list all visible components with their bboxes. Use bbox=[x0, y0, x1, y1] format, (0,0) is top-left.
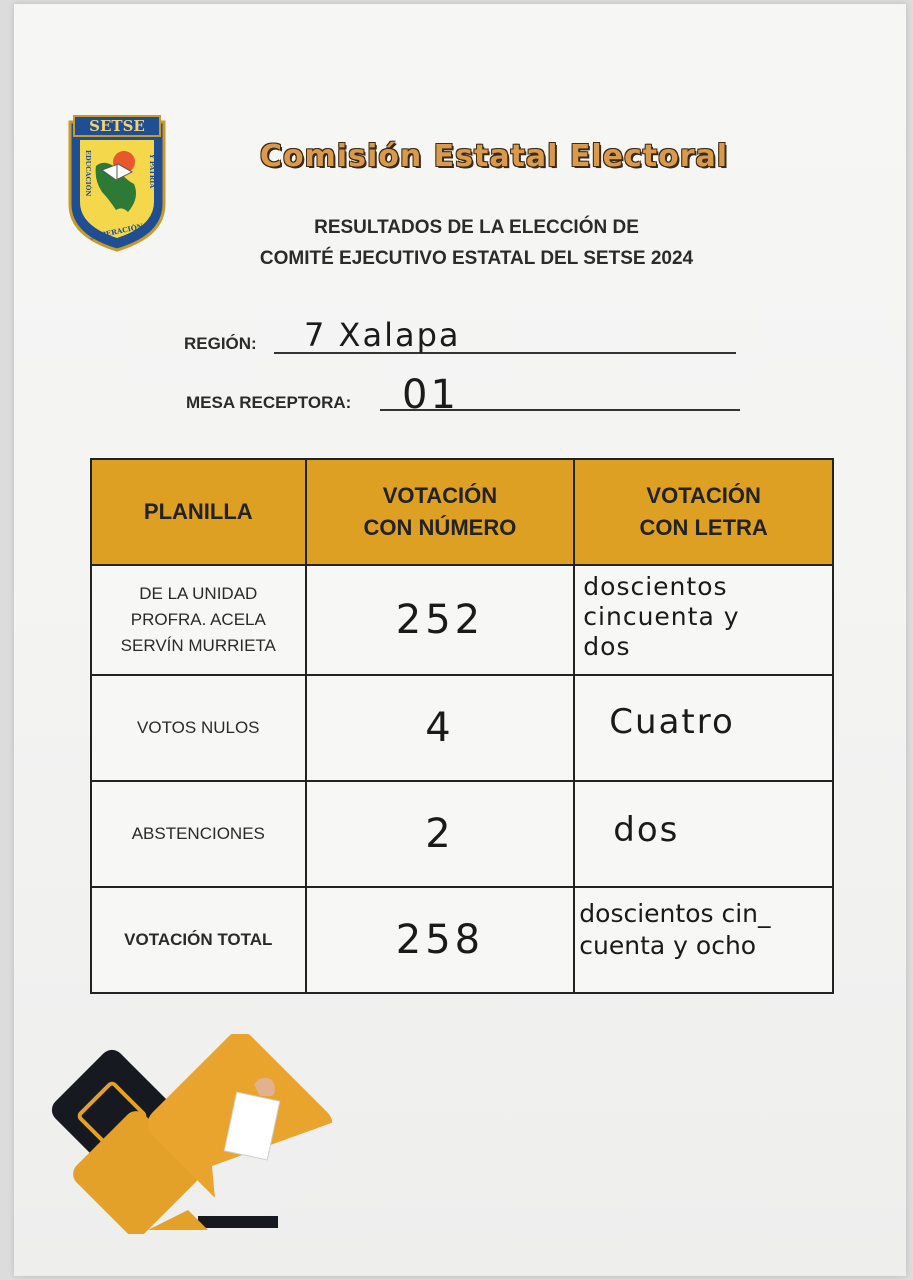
logo-abbrev: SETSE bbox=[89, 117, 145, 135]
header-votacion-letra: VOTACIÓN CON LETRA bbox=[574, 459, 833, 565]
ballot-results-sheet bbox=[14, 4, 906, 1276]
handwritten-number: 252 bbox=[395, 597, 485, 643]
handwritten-words: dos bbox=[613, 810, 680, 850]
logo-ring-bottom: SUPERACIÓN bbox=[88, 221, 145, 242]
results-table bbox=[90, 458, 834, 994]
mesa-value: 01 bbox=[402, 372, 459, 418]
row-planilla-unidad: DE LA UNIDAD PROFRA. ACELA SERVÍN MURRIETA bbox=[91, 565, 306, 675]
row-numero-nulos bbox=[306, 675, 575, 781]
subtitle-line-2: COMITÉ EJECUTIVO ESTATAL DEL SETSE 2024 bbox=[259, 248, 694, 269]
header-planilla: PLANILLA bbox=[91, 459, 306, 565]
row-letra-nulos bbox=[574, 675, 833, 781]
row-planilla-total: VOTACIÓN TOTAL bbox=[91, 887, 306, 993]
subtitle-line-1: RESULTADOS DE LA ELECCIÓN DE bbox=[314, 217, 639, 238]
ballot-box-decoration bbox=[48, 1034, 338, 1234]
row-planilla-abstenciones: ABSTENCIONES bbox=[91, 781, 306, 887]
region-value: 7 Xalapa bbox=[304, 316, 461, 354]
handwritten-number: 258 bbox=[395, 917, 485, 963]
setse-logo bbox=[66, 114, 168, 252]
row-letra-total bbox=[574, 887, 833, 993]
handwritten-number: 4 bbox=[425, 705, 455, 751]
row-numero-abstenciones bbox=[306, 781, 575, 887]
table-row bbox=[91, 565, 833, 675]
handwritten-words: doscientos cincuenta y dos bbox=[583, 572, 740, 661]
row-letra-abstenciones bbox=[574, 781, 833, 887]
table-row bbox=[91, 675, 833, 781]
logo-ring-right: Y PATRIA bbox=[148, 154, 156, 189]
row-letra-unidad bbox=[574, 565, 833, 675]
row-numero-unidad bbox=[306, 565, 575, 675]
row-numero-total bbox=[306, 887, 575, 993]
handwritten-number: 2 bbox=[425, 811, 455, 857]
header-votacion-numero: VOTACIÓN CON NÚMERO bbox=[306, 459, 575, 565]
handwritten-words: Cuatro bbox=[609, 702, 735, 742]
table-header-row bbox=[91, 459, 833, 565]
table-row bbox=[91, 887, 833, 993]
row-planilla-nulos: VOTOS NULOS bbox=[91, 675, 306, 781]
table-row bbox=[91, 781, 833, 887]
logo-ring-left: EDUCACIÓN bbox=[84, 150, 92, 197]
region-label: REGIÓN: bbox=[184, 334, 257, 353]
handwritten-words: doscientos cin_ cuenta y ocho bbox=[579, 899, 771, 960]
page-title: Comisión Estatal Electoral bbox=[259, 139, 729, 174]
mesa-label: MESA RECEPTORA: bbox=[186, 393, 352, 412]
